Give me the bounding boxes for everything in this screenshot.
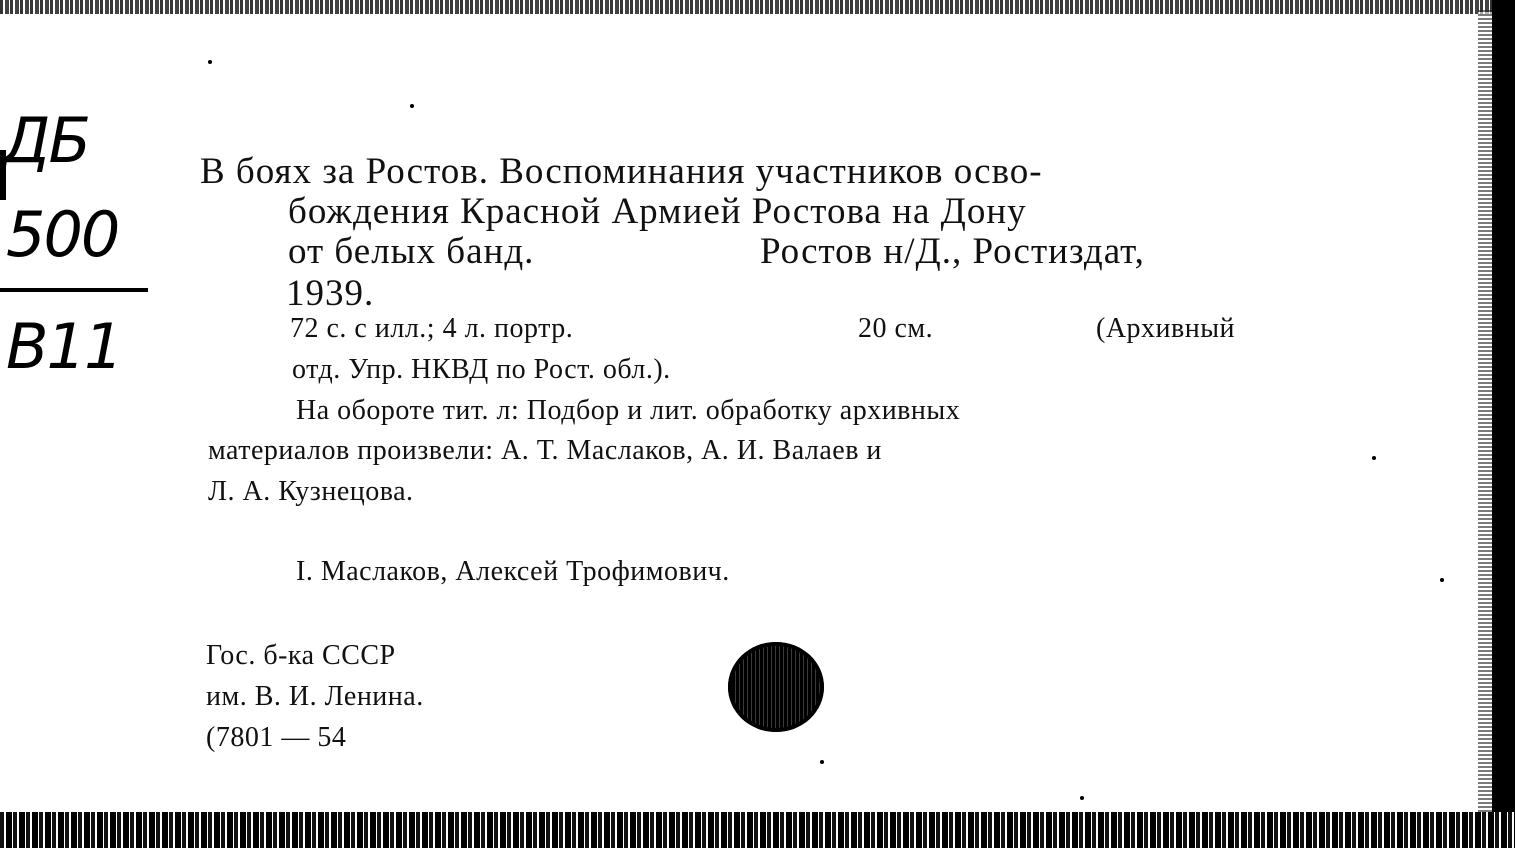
- entry-series-start: (Архивный: [1096, 313, 1236, 344]
- scan-speck: [208, 60, 212, 64]
- library-card-number: (7801 — 54: [206, 722, 347, 753]
- entry-title-line-1: В боях за Ростов. Воспоминания участников осво-: [200, 151, 1043, 192]
- scan-speck: [1440, 578, 1444, 582]
- entry-title-line-3-left: от белых банд.: [288, 231, 535, 272]
- entry-year: 1939.: [286, 273, 375, 314]
- entry-note-line-1: На обороте тит. л: Подбор и лит. обработку архивных: [296, 395, 961, 426]
- handwritten-divider: [0, 288, 148, 292]
- card-punch-hole: [728, 642, 824, 732]
- scan-edge-top: [0, 0, 1515, 14]
- entry-pagination: 72 с. с илл.; 4 л. портр.: [290, 313, 574, 344]
- scan-speck: [820, 760, 824, 764]
- scan-edge-inner-right: [1478, 10, 1492, 816]
- scan-speck: [410, 104, 414, 108]
- scan-speck: [1080, 796, 1084, 800]
- entry-note-line-3: Л. А. Кузнецова.: [208, 476, 414, 507]
- library-name-line-2: им. В. И. Ленина.: [206, 681, 424, 712]
- handwritten-shelfmark-2: 500: [6, 198, 119, 271]
- entry-added-heading: I. Маслаков, Алексей Трофимович.: [296, 556, 730, 587]
- entry-title-line-2: бождения Красной Армией Ростова на Дону: [288, 191, 1027, 232]
- entry-size: 20 см.: [858, 313, 934, 344]
- scan-speck: [1372, 456, 1376, 460]
- entry-series-end: отд. Упр. НКВД по Рост. обл.).: [292, 354, 671, 385]
- handwritten-shelfmark-1: ДБ: [2, 104, 89, 177]
- scan-edge-bottom: [0, 812, 1515, 848]
- library-name-line-1: Гос. б-ка СССР: [206, 640, 396, 671]
- handwritten-shelfmark-3: В11: [6, 310, 122, 383]
- entry-note-line-2: материалов произвели: А. Т. Маслаков, А. И. Валаев и: [208, 435, 882, 466]
- scan-edge-right: [1492, 0, 1515, 848]
- entry-imprint: Ростов н/Д., Ростиздат,: [760, 231, 1145, 272]
